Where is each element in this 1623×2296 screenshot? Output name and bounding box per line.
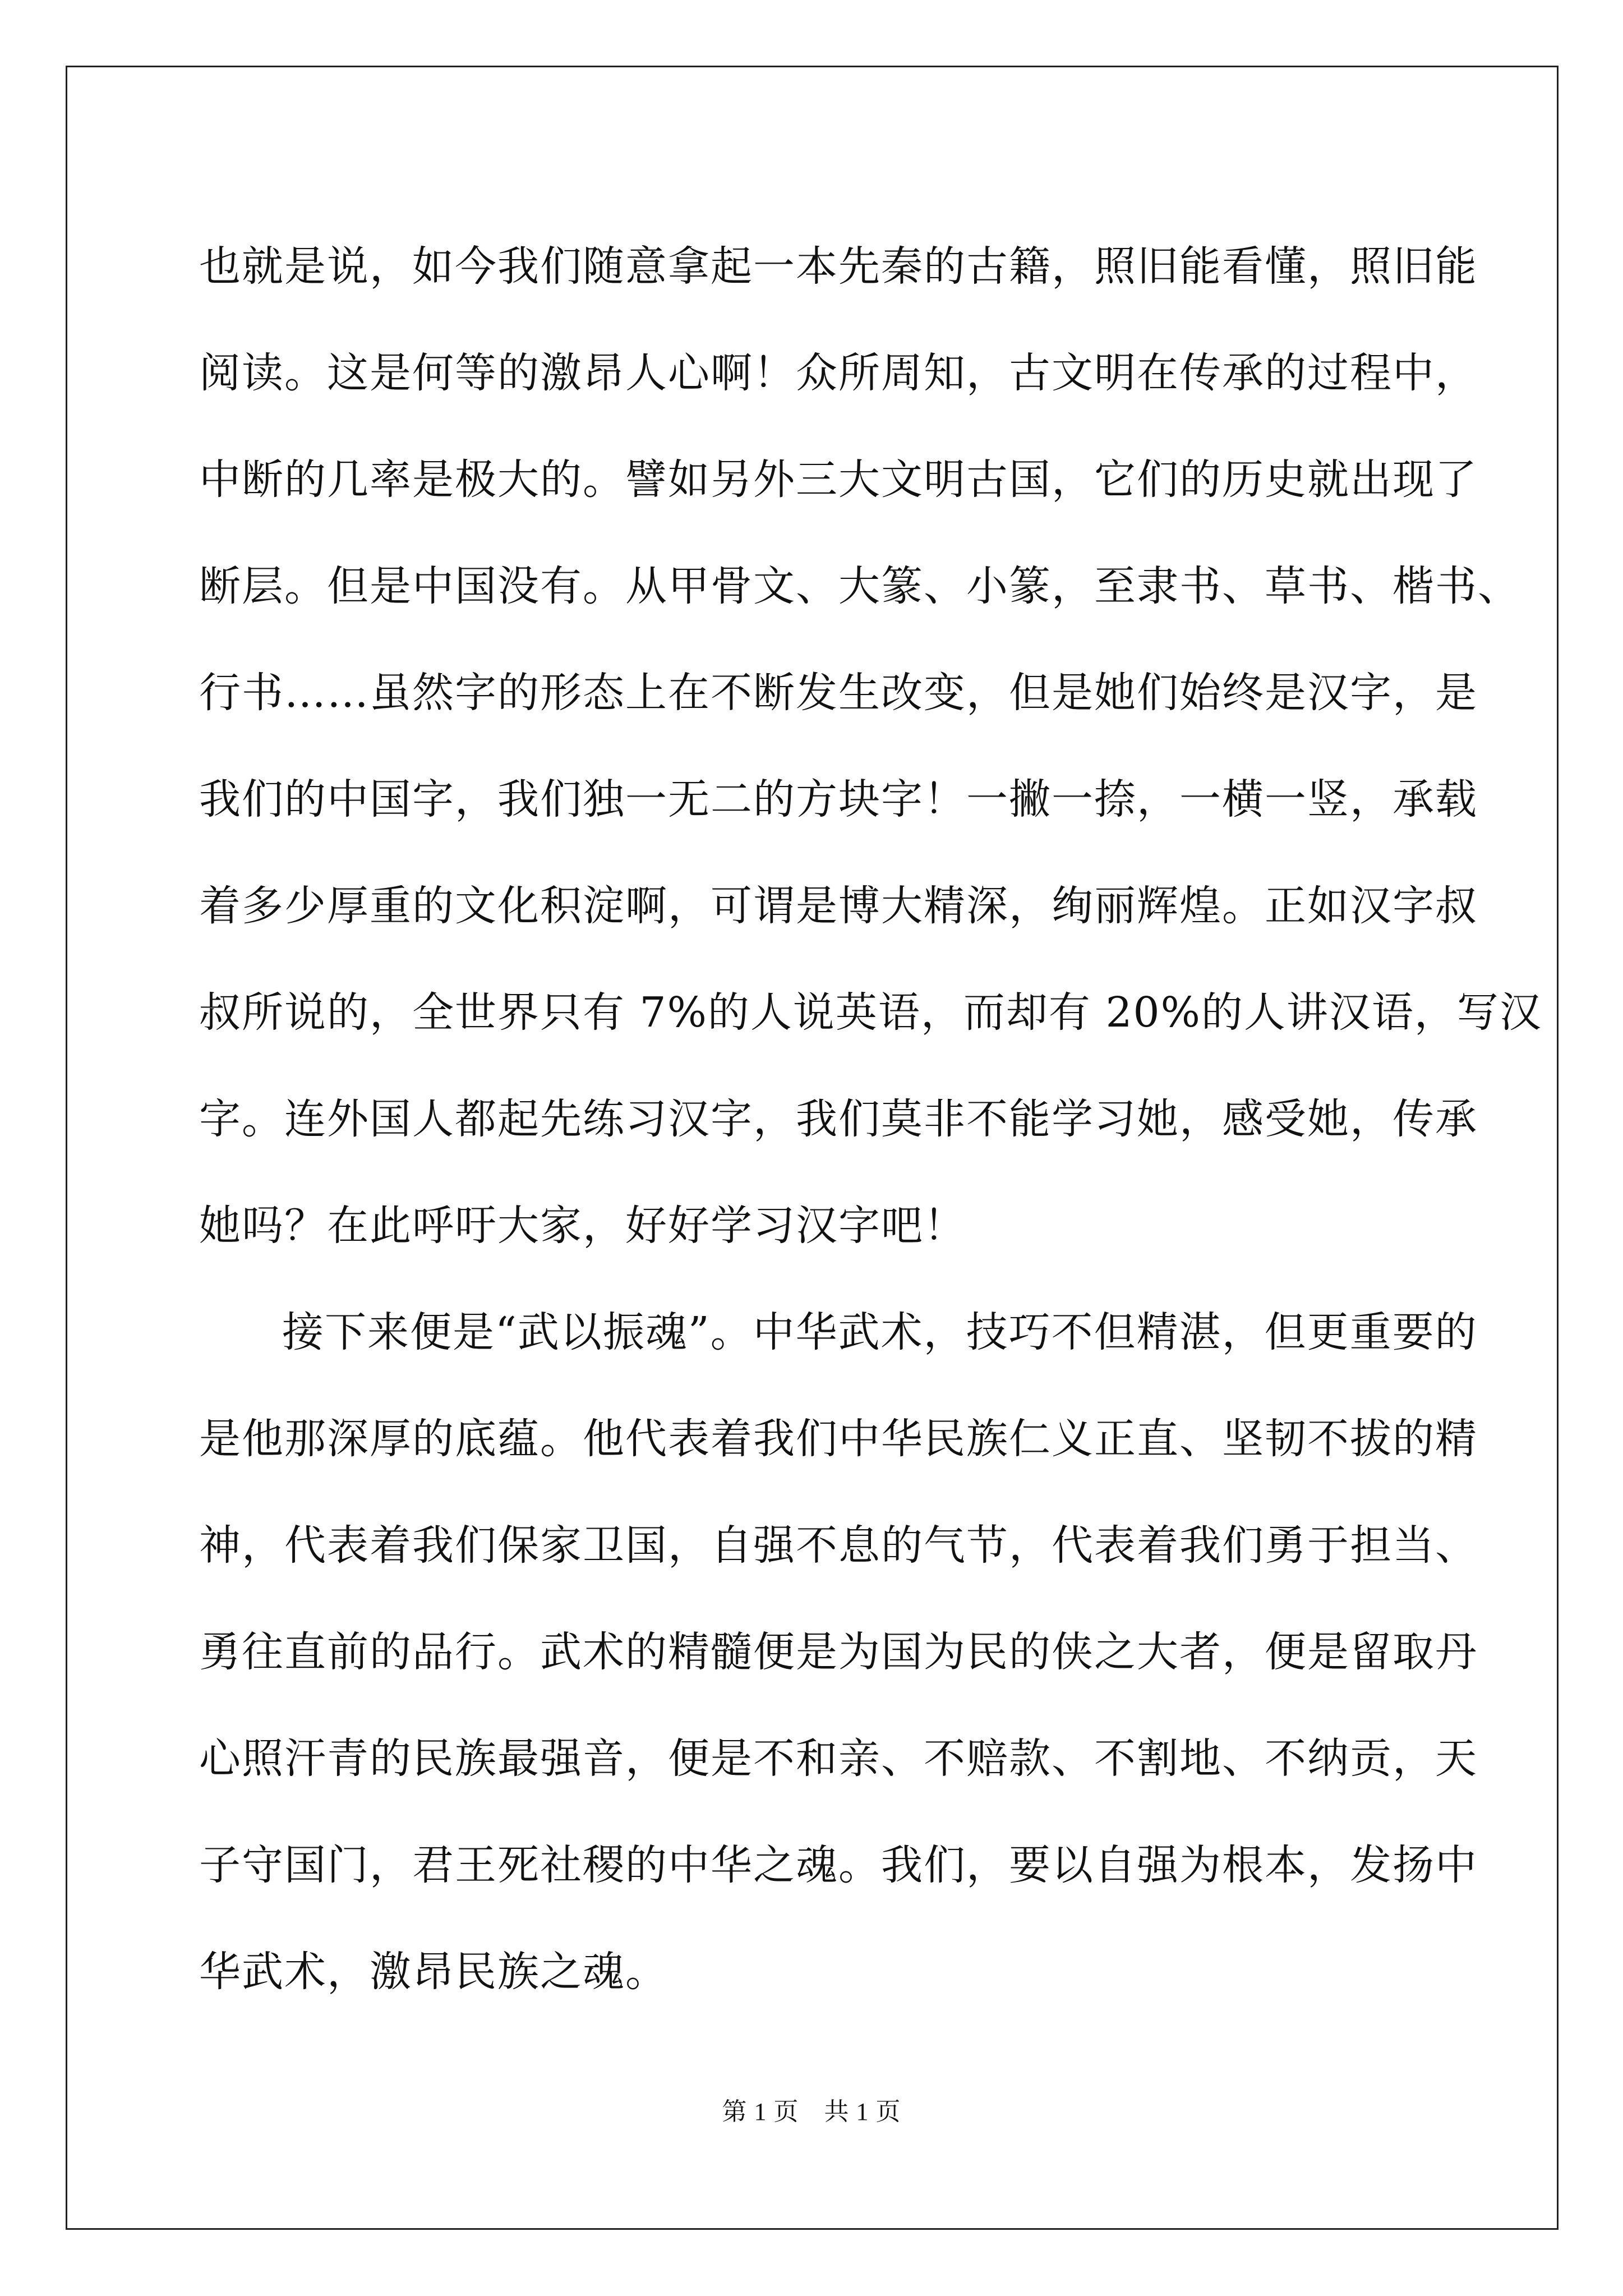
text-line: 我们的中国字，我们独一无二的方块字！一撇一捺，一横一竖，承载 (199, 775, 1478, 823)
page-number-footer: 第 1 页 共 1 页 (722, 2098, 901, 2125)
text-line: 勇往直前的品行。武术的精髓便是为国为民的侠之大者，便是留取丹 (199, 1628, 1478, 1676)
document-body (199, 213, 1542, 2025)
text-line: 着多少厚重的文化积淀啊，可谓是博大精深，绚丽辉煌。正如汉字叔 (199, 882, 1478, 930)
text-line: 中断的几率是极大的。譬如另外三大文明古国，它们的历史就出现了 (199, 455, 1478, 504)
text-line: 断层。但是中国没有。从甲骨文、大篆、小篆，至隶书、草书、楷书、 (199, 562, 1520, 610)
text-line: 她吗？在此呼吁大家，好好学习汉字吧！ (199, 1202, 966, 1250)
text-line: 心照汗青的民族最强音，便是不和亲、不赔款、不割地、不纳贡，天 (199, 1734, 1478, 1783)
text-line: 神，代表着我们保家卫国，自强不息的气节，代表着我们勇于担当、 (199, 1521, 1478, 1570)
text-line: 是他那深厚的底蕴。他代表着我们中华民族仁义正直、坚韧不拔的精 (199, 1415, 1478, 1463)
text-line: 阅读。这是何等的激昂人心啊！众所周知，古文明在传承的过程中， (199, 349, 1478, 397)
text-line: 行书……虽然字的形态上在不断发生改变，但是她们始终是汉字，是 (199, 669, 1478, 717)
text-line: 字。连外国人都起先练习汉字，我们莫非不能学习她，感受她，传承 (199, 1095, 1478, 1143)
text-line: 华武术，激昂民族之魂。 (199, 1948, 668, 1996)
text-line: 也就是说，如今我们随意拿起一本先秦的古籍，照旧能看懂，照旧能 (199, 242, 1478, 291)
text-line: 子守国门，君王死社稷的中华之魂。我们，要以自强为根本，发扬中 (199, 1841, 1478, 1889)
text-line: 叔所说的，全世界只有 7%的人说英语，而却有 20%的人讲汉语，写汉 (199, 988, 1542, 1037)
text-line: 接下来便是“武以振魂”。中华武术，技巧不但精湛，但更重要的 (282, 1308, 1478, 1356)
